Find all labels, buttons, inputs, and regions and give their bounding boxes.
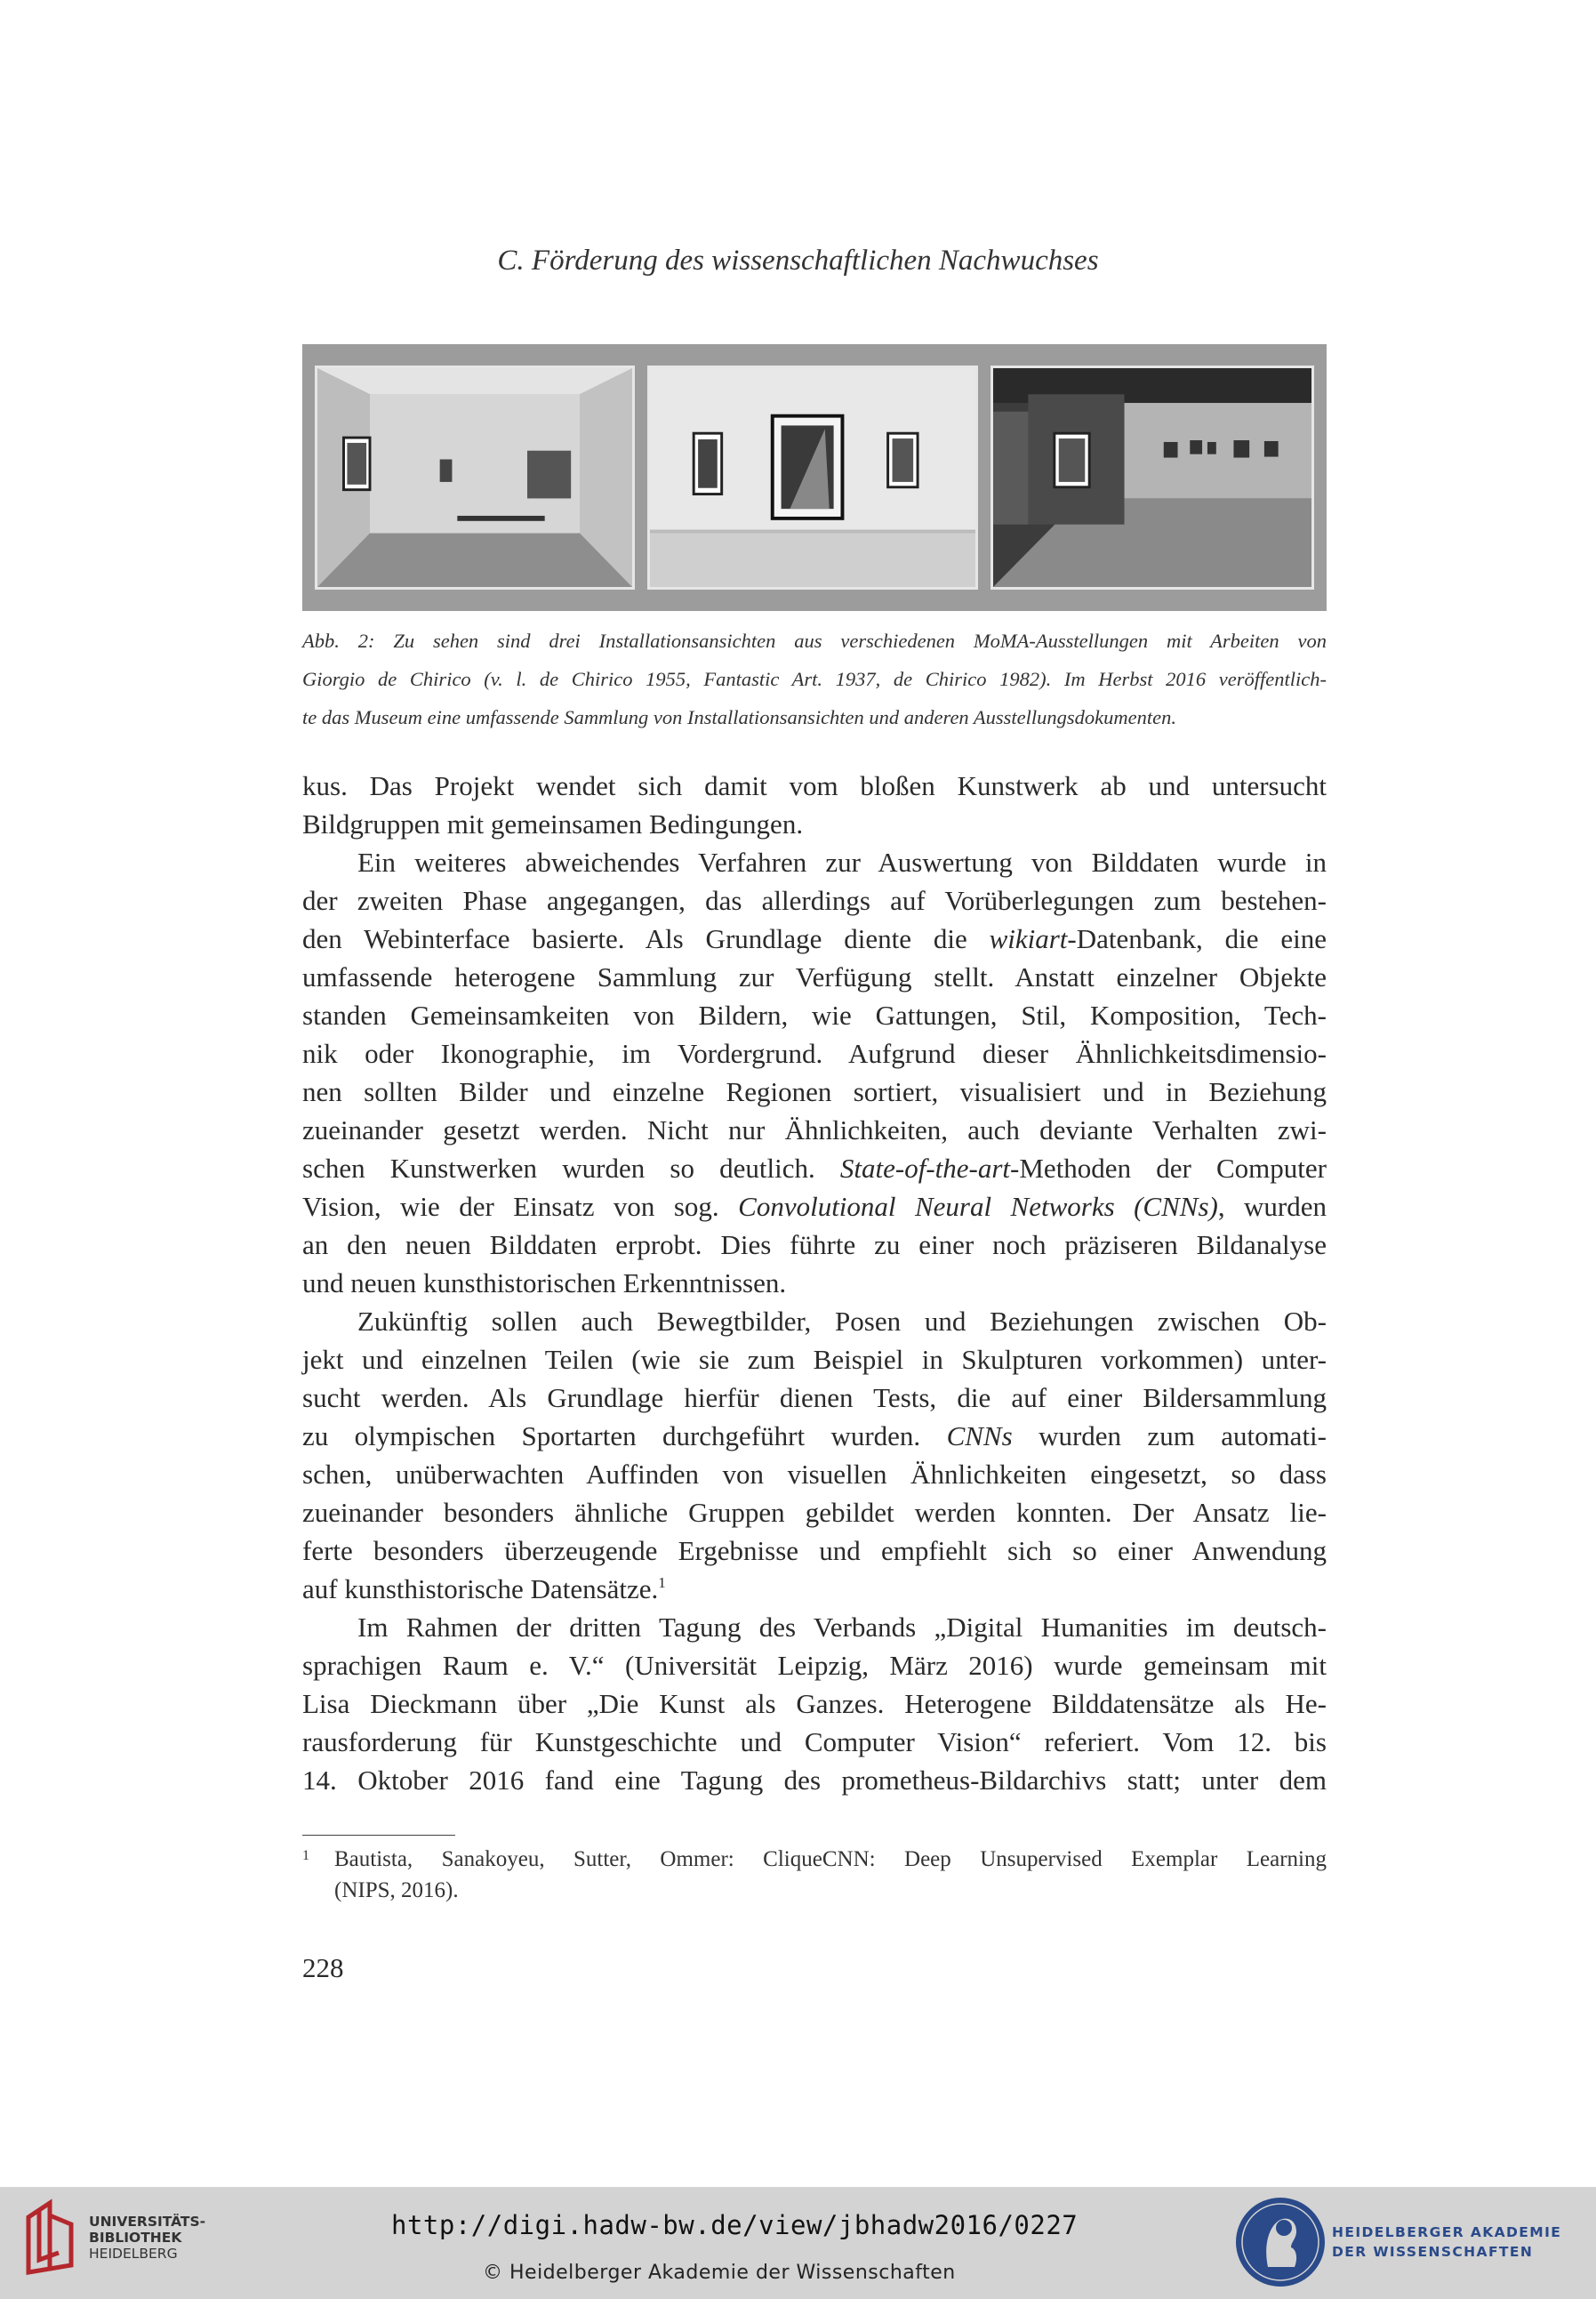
copyright-notice: © Heidelberger Akademie der Wissenschaften	[483, 2262, 956, 2284]
text-line: schen, unüberwachten Auffinden von visuellen Ähnlichkeiten eingesetzt, so dass	[302, 1459, 1327, 1490]
text-line: schen Kunstwerken wurden so deutlich. State-of-the-art-Methoden der Computer	[302, 1153, 1327, 1184]
text-line: zueinander gesetzt werden. Nicht nur Ähnlichkeiten, auch deviante Verhalten zwi-	[302, 1114, 1327, 1145]
footnote-divider	[302, 1835, 455, 1836]
text-line: 14. Oktober 2016 fand eine Tagung des prometheus-Bildarchivs statt; unter dem	[302, 1764, 1327, 1796]
caption-line: Abb. 2: Zu sehen sind drei Installationsansichten aus verschiedenen MoMA-Ausstellungen mit Arbeiten von	[302, 630, 1327, 652]
text-line: sucht werden. Als Grundlage hierfür dienen Tests, die auf einer Bildersammlung	[302, 1382, 1327, 1413]
figure-panel	[302, 344, 1327, 611]
italic-term: Convolutional Neural Networks (CNNs)	[738, 1191, 1218, 1222]
italic-term: CNNs	[946, 1420, 1013, 1451]
text-line: zu olympischen Sportarten durchgeführt wurden. CNNs wurden zum automati-	[302, 1420, 1327, 1451]
text-line: Lisa Dieckmann über „Die Kunst als Ganzes. Heterogene Bilddatensätze als He-	[302, 1688, 1327, 1719]
text-line: nik oder Ikonographie, im Vordergrund. Aufgrund dieser Ähnlichkeitsdimensio-	[302, 1038, 1327, 1069]
text-line: den Webinterface basierte. Als Grundlage diente die wikiart-Datenbank, die eine	[302, 923, 1327, 954]
text-line: sprachigen Raum e. V.“ (Universität Leipzig, März 2016) wurde gemeinsam mit	[302, 1650, 1327, 1681]
text-line: zueinander besonders ähnliche Gruppen gebildet werden konnten. Der Ansatz lie-	[302, 1497, 1327, 1528]
footnote-reference[interactable]: 1	[658, 1574, 666, 1591]
text-line: und neuen kunsthistorischen Erkenntnissen.	[302, 1267, 787, 1298]
text-line: rausforderung für Kunstgeschichte und Computer Vision“ referiert. Vom 12. bis	[302, 1726, 1327, 1757]
text-line: Bildgruppen mit gemeinsamen Bedingungen.	[302, 808, 804, 840]
installation-photo	[647, 366, 978, 590]
text-line: Vision, wie der Einsatz von sog. Convolutional Neural Networks (CNNs), wurden	[302, 1191, 1327, 1222]
hadw-seal-icon[interactable]	[1232, 2194, 1328, 2290]
footnote-line: Bautista, Sanakoyeu, Sutter, Ommer: CliqueCNN: Deep Unsupervised Exemplar Learning	[334, 1847, 1327, 1871]
text-line: nen sollten Bilder und einzelne Regionen sortiert, visualisiert und in Beziehung	[302, 1076, 1327, 1107]
installation-photo	[315, 366, 635, 590]
italic-term: State-of-the-art	[839, 1153, 1011, 1184]
text-line: Im Rahmen der dritten Tagung des Verbands „Digital Humanities im deutsch-	[357, 1612, 1327, 1643]
footnote-line: (NIPS, 2016).	[334, 1878, 459, 1902]
footnote-mark: 1	[302, 1848, 309, 1863]
text-line: auf kunsthistorische Datensätze.$^1$	[302, 1573, 666, 1604]
body-text	[302, 767, 1327, 1799]
text-line: ferte besonders überzeugende Ergebnisse und empfiehlt sich so einer Anwendung	[302, 1535, 1327, 1566]
installation-photo	[990, 366, 1314, 590]
text-line: Ein weiteres abweichendes Verfahren zur Auswertung von Bilddaten wurde in	[357, 847, 1327, 878]
caption-line: Giorgio de Chirico (v. l. de Chirico 1955, Fantastic Art. 1937, de Chirico 1982). Im Herbst 2016 veröffentlich-	[302, 668, 1327, 690]
ub-heidelberg-logo-icon[interactable]	[20, 2198, 84, 2278]
text-line: der zweiten Phase angegangen, das allerdings auf Vorüberlegungen zum bestehen-	[302, 885, 1327, 916]
text-line: umfassende heterogene Sammlung zur Verfügung stellt. Anstatt einzelner Objekte	[302, 961, 1327, 993]
hadw-label: HEIDELBERGER AKADEMIE DER WISSENSCHAFTEN	[1332, 2224, 1562, 2260]
caption-line: te das Museum eine umfassende Sammlung von Installationsansichten und anderen Ausstellungsdokumenten.	[302, 706, 1176, 728]
figure-caption	[302, 628, 1327, 743]
text-line: kus. Das Projekt wendet sich damit vom bloßen Kunstwerk ab und untersucht	[302, 770, 1327, 801]
text-line: standen Gemeinsamkeiten von Bildern, wie Gattungen, Stil, Komposition, Tech-	[302, 1000, 1327, 1031]
text-line: Zukünftig sollen auch Bewegtbilder, Posen und Beziehungen zwischen Ob-	[357, 1306, 1327, 1337]
page-number: 228	[302, 1952, 344, 1983]
text-line: an den neuen Bilddaten erprobt. Dies führte zu einer noch präziseren Bildanalyse	[302, 1229, 1327, 1260]
italic-term: wikiart	[989, 923, 1068, 954]
footnote	[302, 1844, 1327, 1906]
footer-bar	[0, 2187, 1596, 2299]
ub-heidelberg-label: UNIVERSITÄTS- BIBLIOTHEK HEIDELBERG	[89, 2214, 206, 2262]
text-line: jekt und einzelnen Teilen (wie sie zum Beispiel in Skulpturen vorkommen) unter-	[302, 1344, 1327, 1375]
running-head: C. Förderung des wissenschaftlichen Nachwuchses	[497, 245, 1099, 277]
permalink-url[interactable]: http://digi.hadw-bw.de/view/jbhadw2016/0227	[391, 2210, 1079, 2240]
